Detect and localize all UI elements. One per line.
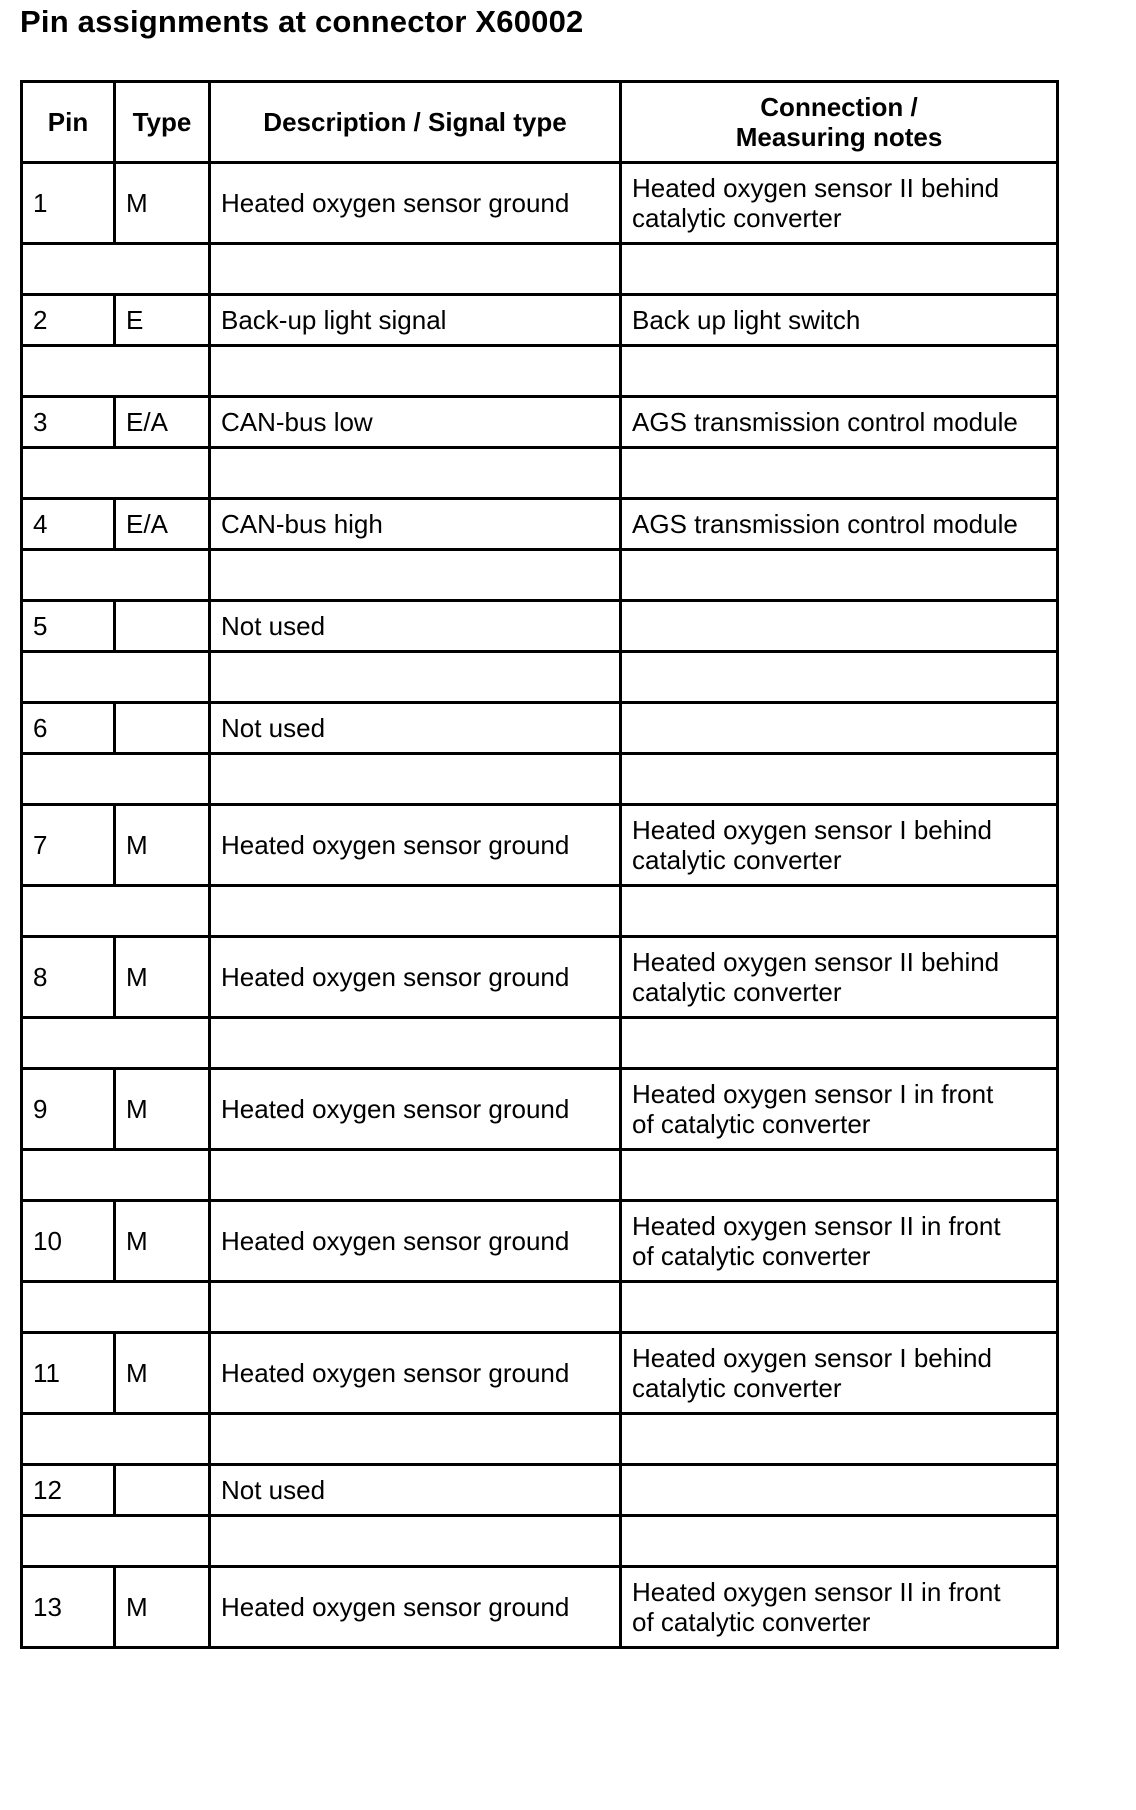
pin-type [115, 703, 210, 754]
pin-connection-note [621, 1333, 1058, 1414]
note-line1: Heated oxygen sensor II behind [632, 173, 1000, 203]
pin-connection-note [621, 1069, 1058, 1150]
table-row [22, 703, 1058, 754]
header-connection-line2: Measuring notes [735, 122, 943, 152]
spacer-cell [210, 1282, 621, 1333]
note-line1: Heated oxygen sensor II in front [632, 1211, 1001, 1241]
spacer-cell [210, 886, 621, 937]
spacer-cell [210, 244, 621, 295]
pin-number: 1 [22, 163, 115, 244]
table-row [22, 1201, 1058, 1282]
pin-connection-note [621, 601, 1058, 652]
note-line1: Back up light switch [632, 305, 861, 335]
pin-connection-note [621, 397, 1058, 448]
spacer-row [22, 652, 1058, 703]
spacer-cell [22, 244, 210, 295]
pin-number: 2 [22, 295, 115, 346]
pin-connection-note [621, 805, 1058, 886]
spacer-cell [22, 346, 210, 397]
pin-description: Not used [210, 1465, 621, 1516]
spacer-row [22, 1018, 1058, 1069]
spacer-cell [621, 346, 1058, 397]
pin-type: M [115, 163, 210, 244]
pin-type: E/A [115, 397, 210, 448]
table-row [22, 295, 1058, 346]
spacer-cell [210, 346, 621, 397]
spacer-cell [621, 1018, 1058, 1069]
spacer-cell [22, 886, 210, 937]
pin-description: CAN-bus high [210, 499, 621, 550]
pin-connection-note [621, 1567, 1058, 1648]
spacer-row [22, 550, 1058, 601]
pin-number: 13 [22, 1567, 115, 1648]
pin-type: M [115, 1567, 210, 1648]
spacer-row [22, 1282, 1058, 1333]
note-line2: catalytic converter [632, 203, 842, 233]
note-line2: of catalytic converter [632, 1109, 871, 1139]
spacer-row [22, 1516, 1058, 1567]
pin-description: Heated oxygen sensor ground [210, 1567, 621, 1648]
table-row [22, 937, 1058, 1018]
note-line1: Heated oxygen sensor II behind [632, 947, 1000, 977]
pin-assignment-table [20, 80, 1059, 1649]
pin-description: CAN-bus low [210, 397, 621, 448]
spacer-cell [621, 448, 1058, 499]
note-line2: catalytic converter [632, 977, 842, 1007]
pin-number: 5 [22, 601, 115, 652]
note-line1: Heated oxygen sensor I behind [632, 815, 992, 845]
spacer-row [22, 754, 1058, 805]
spacer-cell [210, 1414, 621, 1465]
pin-connection-note [621, 163, 1058, 244]
spacer-cell [210, 550, 621, 601]
pin-description: Heated oxygen sensor ground [210, 937, 621, 1018]
pin-description: Back-up light signal [210, 295, 621, 346]
table-row [22, 1465, 1058, 1516]
spacer-cell [22, 1150, 210, 1201]
spacer-cell [210, 1516, 621, 1567]
pin-connection-note [621, 937, 1058, 1018]
spacer-row [22, 1150, 1058, 1201]
pin-number: 8 [22, 937, 115, 1018]
table-row [22, 1069, 1058, 1150]
pin-description: Not used [210, 601, 621, 652]
pin-type [115, 1465, 210, 1516]
note-line2: of catalytic converter [632, 1607, 871, 1637]
pin-type: M [115, 1333, 210, 1414]
pin-description: Not used [210, 703, 621, 754]
page-title: Pin assignments at connector X60002 [20, 4, 584, 39]
pin-type [115, 601, 210, 652]
pin-number: 9 [22, 1069, 115, 1150]
spacer-cell [210, 1150, 621, 1201]
pin-number: 12 [22, 1465, 115, 1516]
spacer-cell [621, 754, 1058, 805]
note-line1: Heated oxygen sensor I behind [632, 1343, 992, 1373]
spacer-cell [210, 1018, 621, 1069]
table-row [22, 601, 1058, 652]
pin-description: Heated oxygen sensor ground [210, 163, 621, 244]
note-line2: catalytic converter [632, 845, 842, 875]
table-row [22, 163, 1058, 244]
pin-type: M [115, 1069, 210, 1150]
spacer-cell [22, 1516, 210, 1567]
pin-type: M [115, 805, 210, 886]
table-row [22, 1567, 1058, 1648]
pin-type: M [115, 937, 210, 1018]
spacer-row [22, 244, 1058, 295]
pin-connection-note [621, 1201, 1058, 1282]
spacer-cell [22, 550, 210, 601]
header-pin: Pin [22, 82, 115, 163]
pin-connection-note [621, 499, 1058, 550]
table-row [22, 499, 1058, 550]
note-line2: catalytic converter [632, 1373, 842, 1403]
header-type: Type [115, 82, 210, 163]
spacer-cell [22, 754, 210, 805]
note-line1: Heated oxygen sensor I in front [632, 1079, 994, 1109]
note-line2: of catalytic converter [632, 1241, 871, 1271]
spacer-cell [621, 1282, 1058, 1333]
spacer-cell [621, 652, 1058, 703]
table-header-row [22, 82, 1058, 163]
table-body [22, 163, 1058, 1648]
table-row [22, 397, 1058, 448]
spacer-cell [621, 244, 1058, 295]
pin-number: 11 [22, 1333, 115, 1414]
note-line1: AGS transmission control module [632, 509, 1018, 539]
spacer-cell [621, 1150, 1058, 1201]
table-row [22, 805, 1058, 886]
pin-type: E/A [115, 499, 210, 550]
spacer-cell [22, 448, 210, 499]
pin-description: Heated oxygen sensor ground [210, 1333, 621, 1414]
spacer-row [22, 1414, 1058, 1465]
table-row [22, 1333, 1058, 1414]
pin-number: 3 [22, 397, 115, 448]
spacer-cell [210, 754, 621, 805]
pin-type: E [115, 295, 210, 346]
header-connection [621, 82, 1058, 163]
spacer-cell [210, 652, 621, 703]
pin-description: Heated oxygen sensor ground [210, 805, 621, 886]
spacer-cell [210, 448, 621, 499]
spacer-row [22, 886, 1058, 937]
spacer-cell [621, 886, 1058, 937]
pin-description: Heated oxygen sensor ground [210, 1201, 621, 1282]
spacer-cell [22, 1414, 210, 1465]
pin-connection-note [621, 703, 1058, 754]
pin-description: Heated oxygen sensor ground [210, 1069, 621, 1150]
pin-number: 10 [22, 1201, 115, 1282]
spacer-cell [22, 652, 210, 703]
pin-type: M [115, 1201, 210, 1282]
pin-number: 4 [22, 499, 115, 550]
header-description: Description / Signal type [210, 82, 621, 163]
pin-number: 6 [22, 703, 115, 754]
spacer-cell [621, 1516, 1058, 1567]
note-line1: Heated oxygen sensor II in front [632, 1577, 1001, 1607]
spacer-row [22, 448, 1058, 499]
spacer-row [22, 346, 1058, 397]
spacer-cell [621, 1414, 1058, 1465]
header-connection-line1: Connection / [760, 92, 918, 122]
pin-number: 7 [22, 805, 115, 886]
spacer-cell [22, 1018, 210, 1069]
spacer-cell [621, 550, 1058, 601]
pin-connection-note [621, 1465, 1058, 1516]
note-line1: AGS transmission control module [632, 407, 1018, 437]
spacer-cell [22, 1282, 210, 1333]
pin-connection-note [621, 295, 1058, 346]
